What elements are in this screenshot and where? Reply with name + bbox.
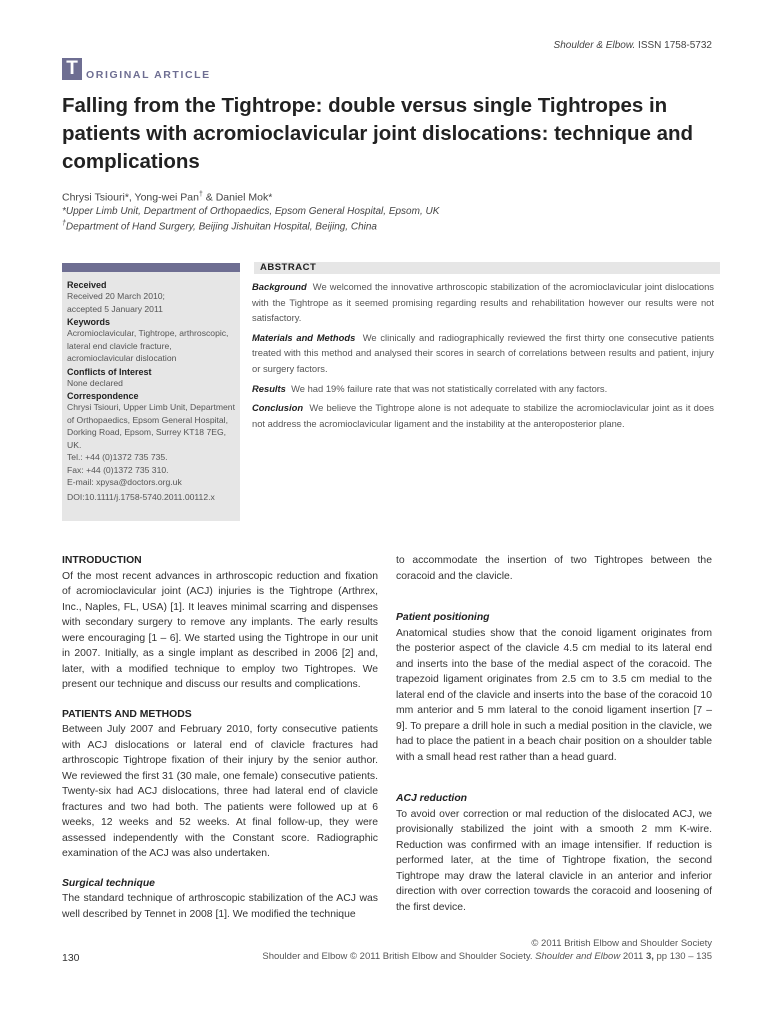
article-info-sidebar <box>62 263 240 521</box>
keywords-text: Acromioclavicular, Tightrope, arthroscopic, lateral end clavicle fracture, acromioclavicular dislocation <box>67 328 229 363</box>
introduction-text: Of the most recent advances in arthroscopic reduction and fixation of acromioclavicular joint (ACJ) injuries is the Tightrope (Arthrex, Inc., Naples, FL, USA) [1]. It leaves minimal scarring and dispenses with secondary surgery to remove any implants. The early results were encouraging [1 – 6]. We started using the Tightrope in our unit in 2007. Initially, as a single implant as described in 2006 [2] and, later, with a modified technique to employ two Tightropes. We present our technique and discuss our results and complications. <box>62 570 378 690</box>
correspondence-tel: Tel.: +44 (0)1372 735 735. <box>67 452 168 462</box>
footer-citation <box>262 951 712 962</box>
background-label: Background <box>252 281 307 292</box>
background-text: We welcomed the innovative arthroscopic stabilization of the acromioclavicular joint dislocations with the Tightrope as it seemed promising regarding results and rehabilitation however our results were not satisfactory. <box>252 281 714 324</box>
footer-copyright: © 2011 British Elbow and Shoulder Society <box>531 938 712 949</box>
affiliation-2-text: Department of Hand Surgery, Beijing Jishuitan Hospital, Beijing, China <box>65 221 377 233</box>
patient-positioning-text: Anatomical studies show that the conoid ligament originates from the posterior aspect of the clavicle 4.5 cm medial to its lateral end and inserts into the base of the medial aspect of the coracoid. The trapezoid ligament originates from 2.5 cm to 3.5 cm medial to the lateral end of the clavicle and inserts into the base of the coracoid 10 mm anterior and 5 mm lateral to the conoid ligament insertion [7 – 9]. To prepare a drill hole in such a medial position in the clavicle, we had to place the patient in a beach chair position on a shoulder table with a small head rest rather than a head guard. <box>396 627 712 763</box>
abstract-results <box>252 381 714 397</box>
accepted-date: accepted 5 January 2011 <box>67 303 163 314</box>
received-date: Received 20 March 2010; <box>67 291 165 301</box>
author-mark-dagger: † <box>198 191 203 198</box>
conclusion-text: We believe the Tightrope alone is not adequate to stabilize the acromioclavicular joint as it does not address the acromioclavicular ligament and the instability at the anteroposterior plane. <box>252 402 714 429</box>
journal-name: Shoulder & Elbow. <box>553 40 636 51</box>
results-label: Results <box>252 382 286 394</box>
authors-part1: Chrysi Tsiouri*, Yong-wei Pan <box>62 191 199 204</box>
authors-part2: & Daniel Mok* <box>202 191 273 204</box>
results-text: We had 19% failure rate that was not statistically correlated with any factors. <box>291 382 608 394</box>
introduction-heading: INTRODUCTION <box>62 555 142 566</box>
body-column-right <box>396 553 712 929</box>
abstract-conclusion <box>252 400 714 431</box>
methods-text: We clinically and radiographically reviewed the first thirty one consecutive patients treated with this method and analysed their scores in search of correlations between results and patient, injury or surgery factors. <box>252 331 714 374</box>
abstract-background <box>252 279 714 326</box>
body-column-left <box>62 553 378 936</box>
conflicts-text: None declared <box>67 377 123 388</box>
patient-positioning-heading: Patient positioning <box>396 612 490 623</box>
conclusion-label: Conclusion <box>252 402 304 414</box>
journal-issn: ISSN 1758-5732 <box>638 40 712 51</box>
article-title: Falling from the Tightrope: double versus single Tightropes in patients with acromioclavicular joint dislocations: technique and complications <box>62 94 694 173</box>
surgical-technique-text: The standard technique of arthroscopic stabilization of the ACJ was well described by Tennet in 2008 [1]. We modified the technique <box>62 893 378 920</box>
correspondence-email[interactable]: E-mail: xpysa@doctors.org.uk <box>67 477 182 487</box>
citation-volume: 3, <box>645 951 654 962</box>
affiliation-2 <box>62 220 377 232</box>
acj-reduction-heading: ACJ reduction <box>396 793 468 804</box>
affiliation-1: *Upper Limb Unit, Department of Orthopaedics, Epsom General Hospital, Epsom, UK <box>62 206 440 217</box>
received-heading: Received <box>67 280 107 290</box>
page-number: 130 <box>62 952 80 964</box>
author-list <box>62 191 272 204</box>
affiliation-mark-dagger: † <box>62 220 66 227</box>
article-type-label: ORIGINAL ARTICLE <box>86 69 211 81</box>
correspondence-address: Chrysi Tsiouri, Upper Limb Unit, Department of Orthopaedics, Epsom General Hospital, Dorking Road, Epsom, Surrey KT18 7EG, UK. <box>67 402 235 450</box>
journal-header <box>554 40 712 51</box>
article-type-badge: T <box>62 58 82 80</box>
citation-journal: Shoulder and Elbow <box>535 951 621 962</box>
abstract-heading: ABSTRACT <box>254 262 720 274</box>
patients-methods-text: Between July 2007 and February 2010, forty consecutive patients with ACJ dislocations or lateral end of clavicle fractures had arthroscopic Tightrope fixation of their injury by the senior author. We reviewed the first 31 (30 male, one female) consecutive patients. Twenty-six had ACJ dislocations, three had lateral end of clavicle fractures and two had both. The patients were followed up at 6 weeks, 12 weeks and 52 weeks. At final follow-up, they were assessed independently with the Constant score. Radiographic examination of the ACJ was also undertaken. <box>62 724 378 859</box>
keywords-heading: Keywords <box>67 317 111 327</box>
surgical-technique-heading: Surgical technique <box>62 877 155 889</box>
conflicts-heading: Conflicts of Interest <box>67 366 152 377</box>
abstract-methods <box>252 330 714 377</box>
citation-year: 2011 <box>622 951 644 962</box>
correspondence-fax: Fax: +44 (0)1372 735 310. <box>67 464 169 475</box>
citation-society: Shoulder and Elbow © 2011 British Elbow and Shoulder Society. <box>262 951 533 962</box>
doi-link[interactable]: DOI:10.1111/j.1758-5740.2011.00112.x <box>67 491 215 502</box>
acj-reduction-text: To avoid over correction or mal reduction of the dislocated ACJ, we provisionally stabilized the joint with a smooth 2 mm K-wire. Reduction was confirmed with an image intensifier. If reduction is performed later, at the time of Tightrope fixation, the second Tightrope may draw the lateral clavicle in an anterior and inferior direction with over correction towards the coracoid and loosening of the first device. <box>396 808 712 913</box>
abstract-body <box>252 279 714 435</box>
methods-label: Materials and Methods <box>252 331 356 343</box>
patients-methods-heading: PATIENTS AND METHODS <box>62 708 192 720</box>
citation-pages: pp 130 – 135 <box>656 951 712 962</box>
surgical-technique-continued: to accommodate the insertion of two Tightropes between the coracoid and the clavicle. <box>396 555 712 582</box>
correspondence-heading: Correspondence <box>67 391 139 401</box>
